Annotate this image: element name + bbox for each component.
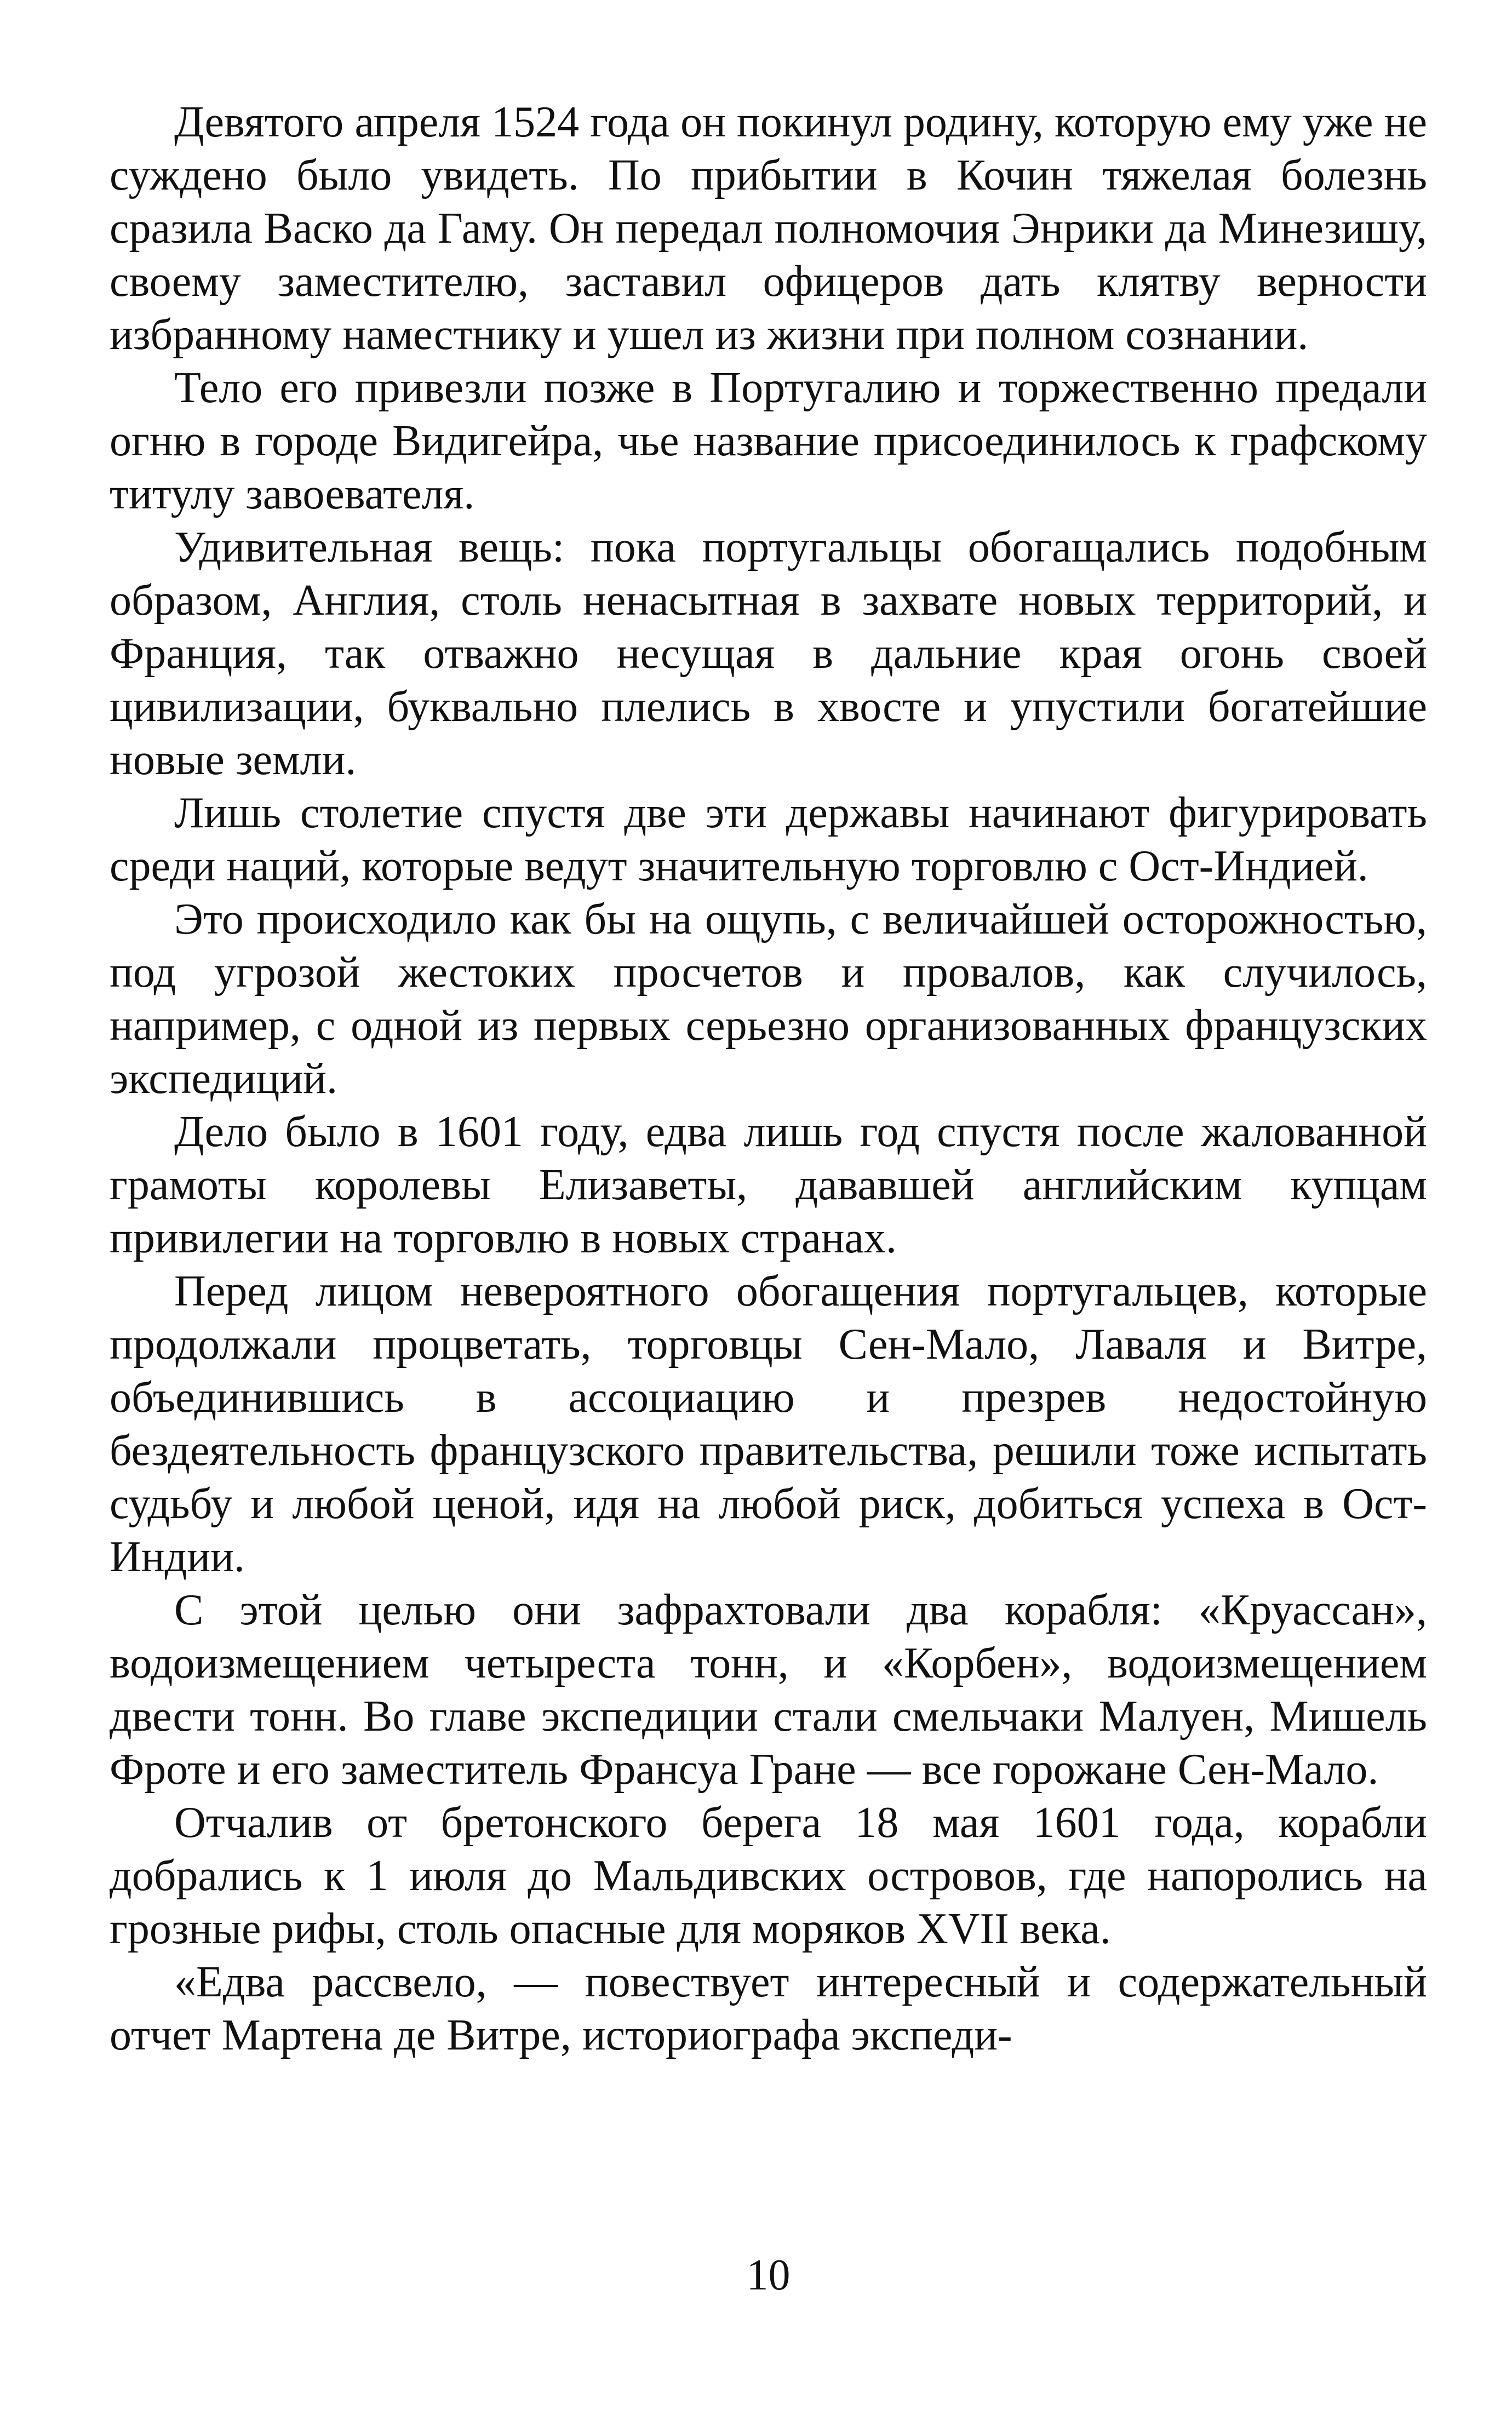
paragraph-9: Отчалив от бретонского берега 18 мая 1601 года, корабли добрались к 1 июля до Мальдивских островов, где напоролись на грозные рифы, столь опасные для моряков XVII века. [110, 1799, 1427, 1953]
page-number: 10 [746, 2251, 791, 2299]
paragraph-6: Дело было в 1601 году, едва лишь год спустя после жалованной грамоты королевы Елизаветы, дававшей английским купцам привилегии на торговлю в новых странах. [110, 1108, 1427, 1262]
paragraph-5: Это происходило как бы на ощупь, с величайшей осторожностью, под угрозой жестоких просчетов и провалов, как случилось, например, с одной из первых серьезно организованных французских экспедиций. [110, 895, 1427, 1103]
paragraph-10: «Едва рассвело, — повествует интересный и содержательный отчет Мартена де Витре, историографа экспеди- [110, 1958, 1427, 2059]
paragraph-1: Девятого апреля 1524 года он покинул родину, которую ему уже не суждено было увидеть. По прибытии в Кочин тяжелая болезнь сразила Васко да Гаму. Он передал полномочия Энрики да Минезишу, своему заместителю, заставил офицеров дать клятву верности избранному наместнику и ушел из жизни при полном сознании. [110, 98, 1427, 359]
book-page [110, 96, 1427, 2342]
paragraph-7: Перед лицом невероятного обогащения португальцев, которые продолжали процветать, торговцы Сен-Мало, Лаваля и Витре, объединившись в ассоциацию и презрев недостойную бездеятельность французского правительства, решили тоже испытать судьбу и любой ценой, идя на любой риск, добиться успеха в Ост-Индии. [110, 1267, 1427, 1581]
paragraph-2: Тело его привезли позже в Португалию и торжественно предали огню в городе Видигейра, чье название присоединилось к графскому титулу завоевателя. [110, 364, 1427, 518]
paragraph-8: С этой целью они зафрахтовали два корабля: «Круассан», водоизмещением четыреста тонн, и «Корбен», водоизмещением двести тонн. Во главе экспедиции стали смельчаки Малуен, Мишель Фроте и его заместитель Франсуа Гране — все горожане Сен-Мало. [110, 1586, 1427, 1794]
body-text [110, 96, 1427, 2062]
paragraph-4: Лишь столетие спустя две эти державы начинают фигурировать среди наций, которые ведут значительную торговлю с Ост-Индией. [110, 789, 1427, 890]
paragraph-3: Удивительная вещь: пока португальцы обогащались подобным образом, Англия, столь ненасытная в захвате новых территорий, и Франция, так отважно несущая в дальние края огонь своей цивилизации, буквально плелись в хвосте и упустили богатейшие новые земли. [110, 523, 1427, 784]
